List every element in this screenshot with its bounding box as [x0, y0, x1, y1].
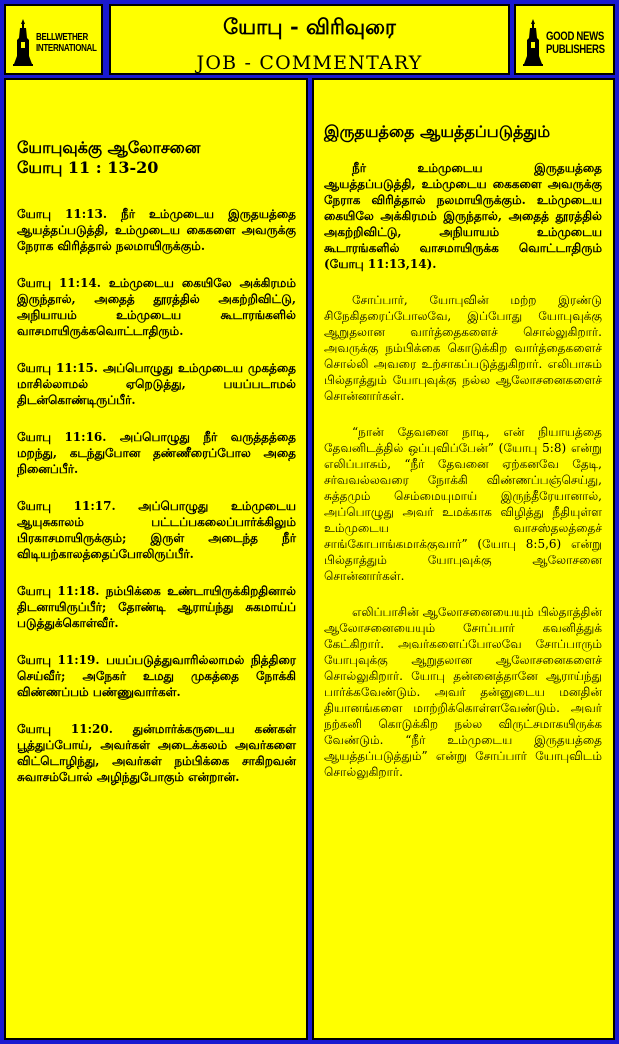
right-paragraph-4: எலிப்பாசின் ஆலோசனையையும் பில்தாத்தின் ஆலோசனையையும் சோப்பார் கவனித்துக் கேட்கிறார். அவர்களைப்போலவே சோப்பாரும் யோபுவுக்கு ஆறுதலான ஆலோசனைகளைச் சொல்லுகிறார். யோபு தன்னைத்தானே ஆராய்ந்து பார்க்கவேண்டும். அவர் தன்னுடைய மனதின் தியானங்களை மாற்றிக்கொள்ளவேண்டும். அவர் நற்கனி கொடுக்கிற நல்ல விருட்சமாகயிருக்க வேண்டும். “நீர் உம்முடைய இருதயத்தை ஆயத்தப்படுத்தும்” என்று சோப்பார் யோபுவிடம் சொல்லுகிறார்.	[324, 605, 602, 779]
good-news-logo-mark	[522, 18, 612, 66]
tower-icon	[12, 18, 34, 66]
right-heading: இருதயத்தை ஆயத்தப்படுத்தும்	[324, 122, 551, 141]
title-tamil: யோபு - விரிவுரை	[223, 14, 396, 39]
right-paragraph-3: “நான் தேவனை நாடி, என் நியாயத்தை தேவனிடத்தில் ஒப்புவிப்பேன்” (யோபு 5:8) என்று எலிப்பாசும், “நீர் தேவனை ஏற்கனவே தேடி, சர்வவல்லவரை நோக்கி விண்ணப்பஞ்செய்து, சுத்தமும் செம்மையுமாய் இருந்தீரேயானால், அப்பொழுது அவர் உமக்காக விழித்து நீதியுள்ள உம்முடைய வாசஸ்தலத்தைச் சாங்கோபாங்கமாக்குவார்” (யோபு 8:5,6) என்று பில்தாத்தும் யோபுவுக்கு ஆலோசனை சொன்னார்கள்.	[324, 425, 602, 583]
verse-11-19: யோபு 11:19. பயப்படுத்துவாரில்லாமல் நித்திரை செய்வீர்; அநேகர் உமது முகத்தை நோக்கி விண்ணப்பம் பண்ணுவார்கள்.	[17, 653, 296, 699]
good-news-line1: GOOD NEWS	[546, 29, 604, 43]
verse-11-13: யோபு 11:13. நீர் உம்முடைய இருதயத்தை ஆயத்தப்படுத்தி, உம்முடைய கைகளை அவருக்கு நேராக விரித்தால் நலமாயிருக்கும்.	[17, 207, 296, 253]
bellwether-logo-text	[36, 32, 97, 54]
left-heading-line2: யோபு 11 : 13-20	[17, 158, 159, 177]
verse-11-15: யோபு 11:15. அப்பொழுது உம்முடைய முகத்தை மாசில்லாமல் ஏறெடுத்து, பயப்படாமல் திடன்கொண்டிருப்பீர்.	[17, 361, 296, 407]
right-column	[312, 78, 615, 1040]
good-news-logo-text	[546, 30, 605, 56]
bellwether-logo-mark	[12, 18, 102, 66]
right-paragraph-2: சோப்பார், யோபுவின் மற்ற இரண்டு சிநேகிதரைப்போலவே, இப்போது யோபுவுக்கு ஆறுதலான வார்த்தைகளைச் சொல்லுகிறார். அவருக்கு நம்பிக்கை கொடுக்கிற வார்த்தைகளைச் சொல்லி அவரை உற்சாகப்படுத்துகிறார். எலிபாசும் பில்தாத்தும் யோபுவுக்கு நல்ல ஆலோசனைகளைச் சொன்னார்கள்.	[324, 293, 602, 403]
bellwether-logo	[4, 4, 103, 75]
verse-11-18: யோபு 11:18. நம்பிக்கை உண்டாயிருக்கிறதினால் திடனாயிருப்பீர்; தோண்டி ஆராய்ந்து சுகமாய்ப் படுத்துக்கொள்வீர்.	[17, 584, 296, 630]
good-news-line2: PUBLISHERS	[546, 42, 605, 56]
bellwether-line2: INTERNATIONAL	[36, 43, 97, 54]
verse-11-14: யோபு 11:14. உம்முடைய கையிலே அக்கிரமம் இருந்தால், அதைத் தூரத்தில் அகற்றிவிட்டு, அநியாயம் உம்முடைய கூடாரங்களில் வாசமாயிருக்கவொட்டாதிரும்.	[17, 276, 296, 338]
good-news-logo	[514, 4, 615, 75]
left-heading-line1: யோபுவுக்கு ஆலோசனை	[17, 138, 201, 157]
bellwether-line1: BELLWETHER	[36, 32, 88, 43]
tower-icon	[522, 18, 544, 66]
title-box	[109, 4, 510, 75]
left-column	[4, 78, 308, 1040]
title-english: JOB - COMMENTARY	[196, 52, 423, 74]
right-paragraph-1: நீர் உம்முடைய இருதயத்தை ஆயத்தப்படுத்தி, உம்முடைய கைகளை அவருக்கு நேராக விரித்தால் நலமாயிருக்கும். உம்முடைய கையிலே அக்கிரமம் இருந்தால், அதைத் தூரத்தில் அகற்றிவிட்டு, அநியாயம் உம்முடைய கூடாரங்களில் வாசமாயிருக்க வொட்டாதிரும் (யோபு 11:13,14).	[324, 161, 602, 271]
verse-11-20: யோபு 11:20. துன்மார்க்கருடைய கண்கள் பூத்துப்போய், அவர்கள் அடைக்கலம் அவர்களை விட்டொழிந்து, அவர்கள் நம்பிக்கை சாகிறவன் சுவாசம்போல் அழிந்துபோகும் என்றான்.	[17, 722, 296, 784]
verse-11-16: யோபு 11:16. அப்பொழுது நீர் வருத்தத்தை மறந்து, கடந்துபோன தண்ணீரைப்போல அதை நினைப்பீர்.	[17, 430, 296, 476]
verse-11-17: யோபு 11:17. அப்பொழுது உம்முடைய ஆயுசுகாலம் பட்டப்பகலைப்பார்க்கிலும் பிரகாசமாயிருக்கும்; இருள் அடைந்த நீர் விடியற்காலத்தைப்போலிருப்பீர்.	[17, 499, 296, 561]
